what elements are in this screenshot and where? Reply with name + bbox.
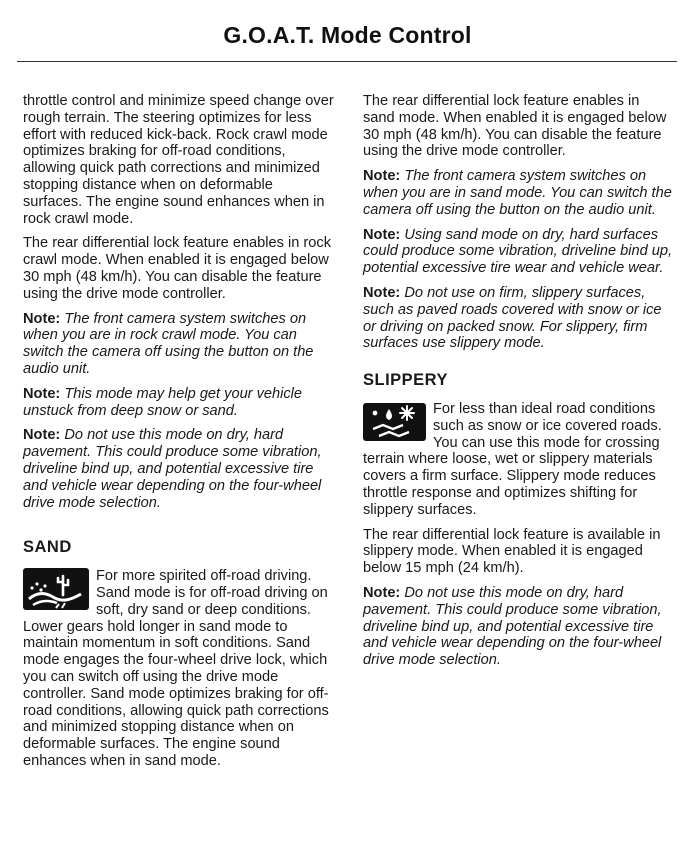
note — [23, 427, 335, 511]
sand-diff-lock-paragraph: The rear differential lock feature enables in sand mode. When enabled it is engaged below 30 mph (48 km/h). You can disable the feature using the drive mode controller. — [363, 93, 667, 160]
note — [23, 386, 335, 420]
header-divider — [17, 61, 677, 62]
slippery-paragraph: For less than ideal road conditions such as snow or ice covered roads. You can use this mode for crossing terrain where loose, wet or slippery materials covers a firm surface. Slippery mode reduces throttle response and optimizes shifting for slippery surfaces. — [363, 400, 662, 518]
note-label: Note: — [23, 385, 61, 402]
note — [363, 585, 675, 669]
note — [363, 168, 675, 218]
note-label: Note: — [363, 168, 401, 185]
note-label: Note: — [23, 310, 61, 327]
slippery-heading: SLIPPERY — [363, 371, 448, 390]
right-column — [363, 93, 675, 677]
sand-heading: SAND — [23, 538, 72, 557]
note — [363, 227, 675, 277]
note — [363, 285, 675, 352]
note-label: Note: — [363, 284, 401, 301]
rock-crawl-paragraph: throttle control and minimize speed change over rough terrain. The steering optimizes for less effort with reduced kick-back. Rock crawl mode optimizes braking for off-road conditions, allowing quick path corrections and minimized stopping distance when on deformable surfaces. The engine sound enhances when in rock crawl mode. — [23, 93, 334, 227]
sand-mode-icon — [23, 568, 89, 610]
note-label: Note: — [363, 584, 401, 601]
note-text: Using sand mode on dry, hard surfaces could produce some vibration, driveline bind up, potential excessive tire wear and vehicle wear. — [363, 226, 673, 277]
slippery-diff-lock-paragraph: The rear differential lock feature is available in slippery mode. When enabled it is engaged below 15 mph (24 km/h). — [363, 526, 661, 577]
note — [23, 311, 335, 378]
left-column — [23, 93, 335, 778]
rock-crawl-diff-lock-paragraph: The rear differential lock feature enables in rock crawl mode. When enabled it is engaged below 30 mph (48 km/h). You can disable the feature using the drive mode controller. — [23, 235, 331, 302]
note-text: This mode may help get your vehicle unstuck from deep snow or sand. — [23, 385, 303, 419]
page-title: G.O.A.T. Mode Control — [223, 22, 472, 48]
note-text: The front camera system switches on when you are in sand mode. You can switch the camera off using the button on the audio unit. — [363, 168, 672, 218]
note-text: Do not use this mode on dry, hard pavement. This could produce some vibration, driveline bind up, and potential excessive tire and vehicle wear depending on the four-wheel drive mode selection. — [363, 584, 662, 669]
note-text: Do not use on firm, slippery surfaces, such as paved roads covered with snow or ice or driving on packed snow. For slippery, firm surfaces use slippery mode. — [363, 284, 662, 352]
note-text: The front camera system switches on when you are in rock crawl mode. You can switch the camera off using the button on the audio unit. — [23, 310, 314, 377]
sand-paragraph: For more spirited off-road driving. Sand mode is for off-road driving on soft, dry sand or deep conditions. Lower gears hold longer in sand mode to maintain momentum in soft conditions. Sand mode engages the four-wheel drive lock, which you can switch off using the drive mode controller. Sand mode optimizes braking for off-road conditions, allowing quick path corrections and minimized stopping distance when on deformable surfaces. The engine sound enhances when in sand mode. — [23, 568, 329, 769]
note-label: Note: — [363, 226, 401, 243]
note-label: Note: — [23, 427, 61, 444]
slippery-mode-icon — [363, 403, 426, 441]
note-text: Do not use this mode on dry, hard pavement. This could produce some vibration, driveline bind up, and potential excessive tire and vehicle wear depending on the four-wheel drive mode selection. — [23, 427, 322, 511]
